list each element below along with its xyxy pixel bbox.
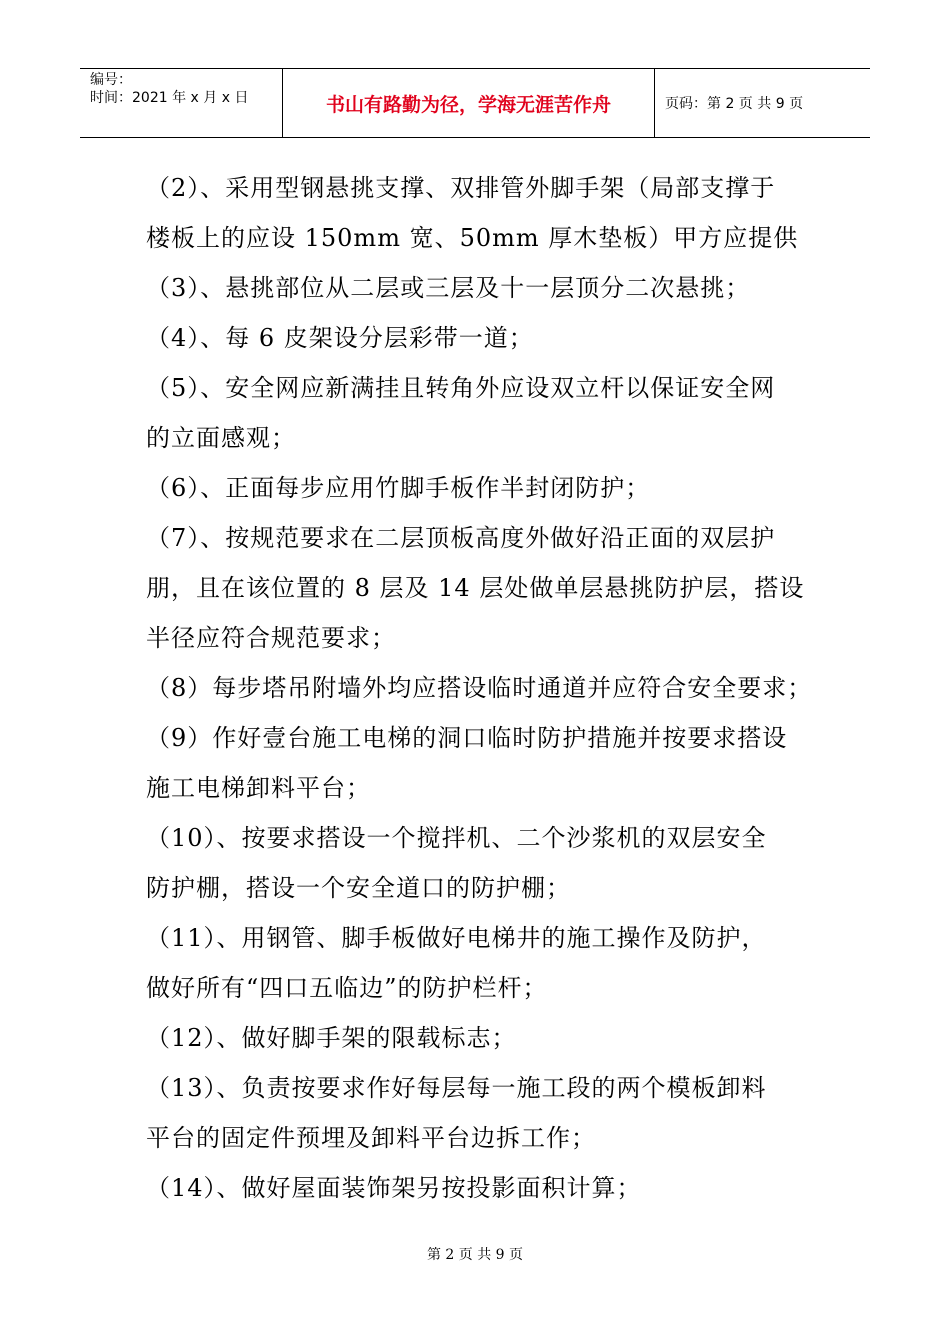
text-line: （14）、做好屋面装饰架另按投影面积计算； bbox=[146, 1174, 642, 1202]
list-item bbox=[146, 1063, 810, 1163]
text-line: （11）、用钢管、脚手板做好电梯井的施工操作及防护， bbox=[146, 924, 767, 952]
document-date: 时间：2021 年 x 月 x 日 bbox=[90, 90, 249, 106]
text-line: 平台的固定件预埋及卸料平台边拆工作； bbox=[146, 1124, 596, 1152]
list-item bbox=[146, 313, 810, 363]
header-page-number: 页码：第 2 页 共 9 页 bbox=[665, 96, 804, 112]
text-line: 防护棚，搭设一个安全道口的防护棚； bbox=[146, 874, 571, 902]
list-item bbox=[146, 513, 810, 663]
page-footer: 第 2 页 共 9 页 bbox=[426, 1247, 524, 1263]
document-body bbox=[146, 163, 813, 1213]
text-line: 朋，且在该位置的 8 层及 14 层处做单层悬挑防护层，搭设 bbox=[146, 574, 805, 602]
text-line: （6）、正面每步应用竹脚手板作半封闭防护； bbox=[146, 474, 651, 502]
list-item bbox=[146, 663, 813, 713]
text-line: 施工电梯卸料平台； bbox=[146, 774, 371, 802]
text-line: （5）、安全网应新满挂且转角外应设双立杆以保证安全网 bbox=[146, 374, 776, 402]
text-line: 的立面感观； bbox=[146, 424, 296, 452]
text-line: （3）、悬挑部位从二层或三层及十一层顶分二次悬挑； bbox=[146, 274, 751, 302]
document-number-label: 编号： bbox=[90, 72, 132, 88]
list-item bbox=[146, 913, 810, 1013]
text-line: （2）、采用型钢悬挑支撑、双排管外脚手架（局部支撑于 bbox=[146, 174, 776, 202]
list-item bbox=[146, 713, 810, 813]
text-line: （7）、按规范要求在二层顶板高度外做好沿正面的双层护 bbox=[146, 524, 776, 552]
list-item bbox=[146, 163, 810, 263]
text-line: 半径应符合规范要求； bbox=[146, 624, 396, 652]
page-header bbox=[80, 68, 870, 138]
list-item bbox=[146, 813, 810, 913]
text-line: （9）作好壹台施工电梯的洞口临时防护措施并按要求搭设 bbox=[146, 724, 788, 752]
list-item bbox=[146, 263, 810, 313]
text-line: （12）、做好脚手架的限载标志； bbox=[146, 1024, 517, 1052]
list-item bbox=[146, 1163, 810, 1213]
text-line: 做好所有“四口五临边”的防护栏杆； bbox=[146, 974, 548, 1002]
header-motto: 书山有路勤为径，学海无涯苦作舟 bbox=[283, 69, 655, 137]
text-line: （4）、每 6 皮架设分层彩带一道； bbox=[146, 324, 534, 352]
list-item bbox=[146, 463, 810, 513]
text-line: （8）每步塔吊附墙外均应搭设临时通道并应符合安全要求； bbox=[146, 674, 813, 702]
text-line: 楼板上的应设 150mm 宽、50mm 厚木垫板）甲方应提供 bbox=[146, 224, 799, 252]
text-line: （13）、负责按要求作好每层每一施工段的两个模板卸料 bbox=[146, 1074, 767, 1102]
header-meta bbox=[80, 69, 283, 137]
list-item bbox=[146, 1013, 810, 1063]
list-item bbox=[146, 363, 810, 463]
text-line: （10）、按要求搭设一个搅拌机、二个沙浆机的双层安全 bbox=[146, 824, 767, 852]
